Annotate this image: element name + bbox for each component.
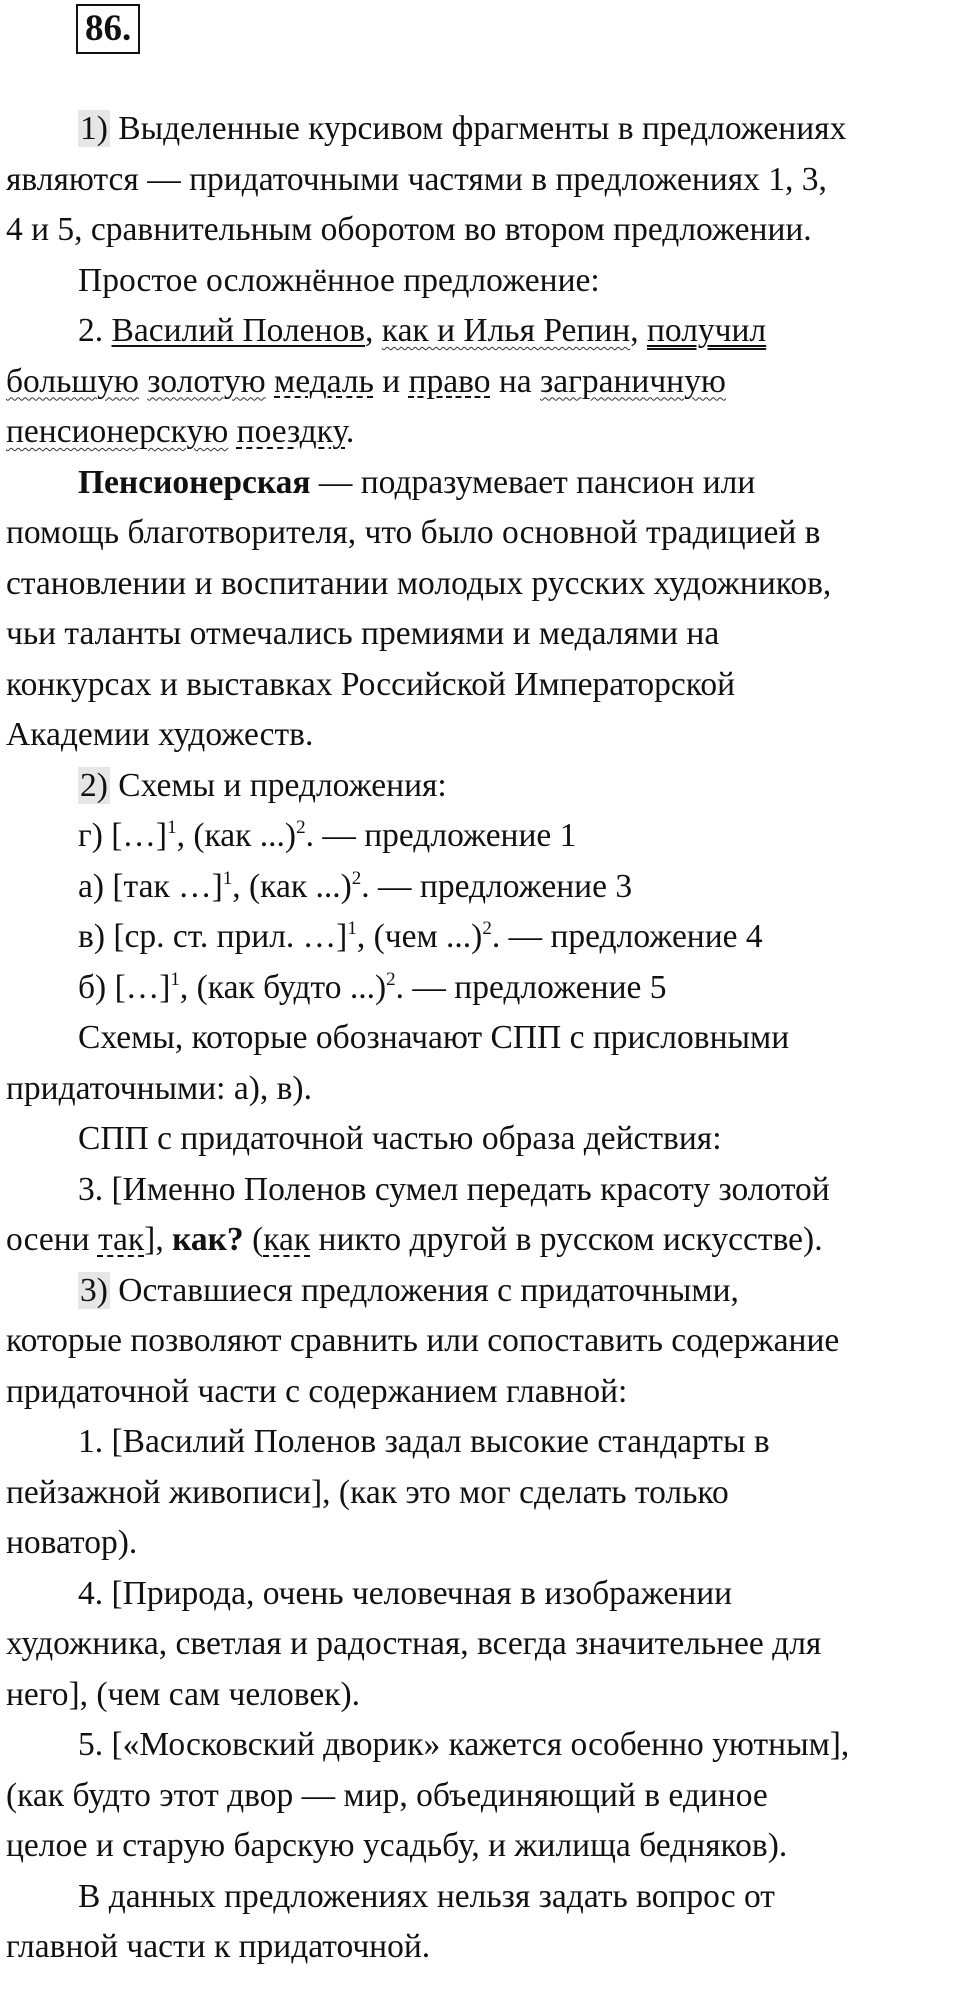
- scheme-row: а) [так …]$^1$, (как ...)$^2$. — предложение 3: [78, 867, 633, 905]
- section2-marker: 2): [80, 766, 108, 804]
- example-4-line2: художника, светлая и радостная, всегда значительнее для: [6, 1625, 822, 1662]
- section3-marker: 3): [80, 1271, 108, 1309]
- object-poezdku: поездку: [236, 413, 346, 450]
- attribute-zolotuyu: золотую: [147, 362, 266, 400]
- example-2-line2: большую золотую медаль и право на заграничную: [6, 362, 726, 400]
- definition-line2: помощь благотворителя, что было основной традицией в: [6, 514, 821, 551]
- section1-intro-line1: 1) Выделенные курсивом фрагменты в предложениях: [80, 110, 847, 147]
- conclusion-line2: главной части к придаточной.: [6, 1928, 431, 1965]
- attribute-pension: пенсионерскую: [6, 413, 229, 450]
- example-1-line3: новатор).: [6, 1524, 138, 1561]
- object-pravo: право: [408, 362, 491, 400]
- defined-term: Пенсионерская: [78, 463, 311, 501]
- example-4-line1: 4. [Природа, очень человечная в изображении: [78, 1574, 733, 1612]
- example-2-line1: 2. Василий Поленов, как и Илья Репин, получил: [78, 312, 767, 349]
- question-kak: как?: [172, 1221, 244, 1258]
- example-5-line3: целое и старую барскую усадьбу, и жилища бедняков).: [6, 1827, 788, 1864]
- definition-line4: чьи таланты отмечались премиями и медалями на: [6, 615, 720, 652]
- example-4-line3: него], (чем сам человек).: [6, 1675, 361, 1713]
- attribute-zagran: заграничную: [540, 362, 726, 400]
- section1-marker: 1): [80, 110, 108, 147]
- section1-intro-line3: 4 и 5, сравнительным оборотом во втором предложении.: [6, 211, 812, 248]
- scheme-row: б) […]$^1$, (как будто ...)$^2$. — предложение 5: [78, 968, 667, 1006]
- section3-line3: придаточной части с содержанием главной:: [6, 1372, 628, 1410]
- example-5-line2: (как будто этот двор — мир, объединяющий в единое: [6, 1776, 768, 1814]
- section3-line2: которые позволяют сравнить или сопоставить содержание: [6, 1322, 840, 1359]
- task-number-box: [76, 4, 140, 54]
- example-5-line1: 5. [«Московский дворик» кажется особенно уютным],: [78, 1726, 850, 1763]
- manner-heading: СПП с придаточной частью образа действия:: [78, 1120, 722, 1157]
- conclusion-line1: В данных предложениях нельзя задать вопрос от: [78, 1877, 775, 1915]
- example-2-line3: пенсионерскую поездку.: [6, 413, 355, 450]
- definition-line3: становлении и воспитании молодых русских художников,: [6, 564, 832, 602]
- comparative-phrase: как и Илья Репин: [381, 312, 631, 349]
- definition-line5: конкурсах и выставках Российской Императорской: [6, 665, 736, 703]
- definition-line1: Пенсионерская — подразумевает пансион или: [78, 463, 756, 501]
- subject: Василий Поленов: [111, 312, 366, 349]
- scheme-row: в) [ср. ст. прил. …]$^1$, (чем ...)$^2$. — предложение 4: [78, 918, 763, 955]
- definition-line6: Академии художеств.: [6, 716, 314, 753]
- example-3-line2: осени так], как? (как никто другой в русском искусстве).: [6, 1221, 823, 1258]
- task-number: 86.: [85, 8, 132, 49]
- section3-line1: 3) Оставшиеся предложения с придаточными,: [80, 1271, 739, 1309]
- object-medal: медаль: [274, 362, 374, 400]
- simple-sentence-heading: Простое осложнённое предложение:: [78, 261, 600, 299]
- adverbial-kak: как: [263, 1221, 311, 1258]
- example-1-line1: 1. [Василий Поленов задал высокие стандарты в: [78, 1423, 770, 1460]
- predicate: получил: [646, 312, 767, 349]
- answer-text: [6, 104, 958, 1973]
- adverbial-tak: так: [97, 1221, 145, 1258]
- section1-intro-line2: являются — придаточными частями в предложениях 1, 3,: [6, 160, 827, 198]
- attribute-bolshuyu: большую: [6, 362, 139, 400]
- spp-line2: придаточными: а), в).: [6, 1069, 312, 1107]
- example-3-line1: 3. [Именно Поленов сумел передать красоту золотой: [78, 1170, 830, 1208]
- spp-line1: Схемы, которые обозначают СПП с присловными: [78, 1019, 790, 1056]
- section2-heading: 2) Схемы и предложения:: [80, 766, 447, 804]
- scheme-row: г) […]$^1$, (как ...)$^2$. — предложение 1: [78, 817, 577, 854]
- example-1-line2: пейзажной живописи], (как это мог сделать только: [6, 1473, 729, 1511]
